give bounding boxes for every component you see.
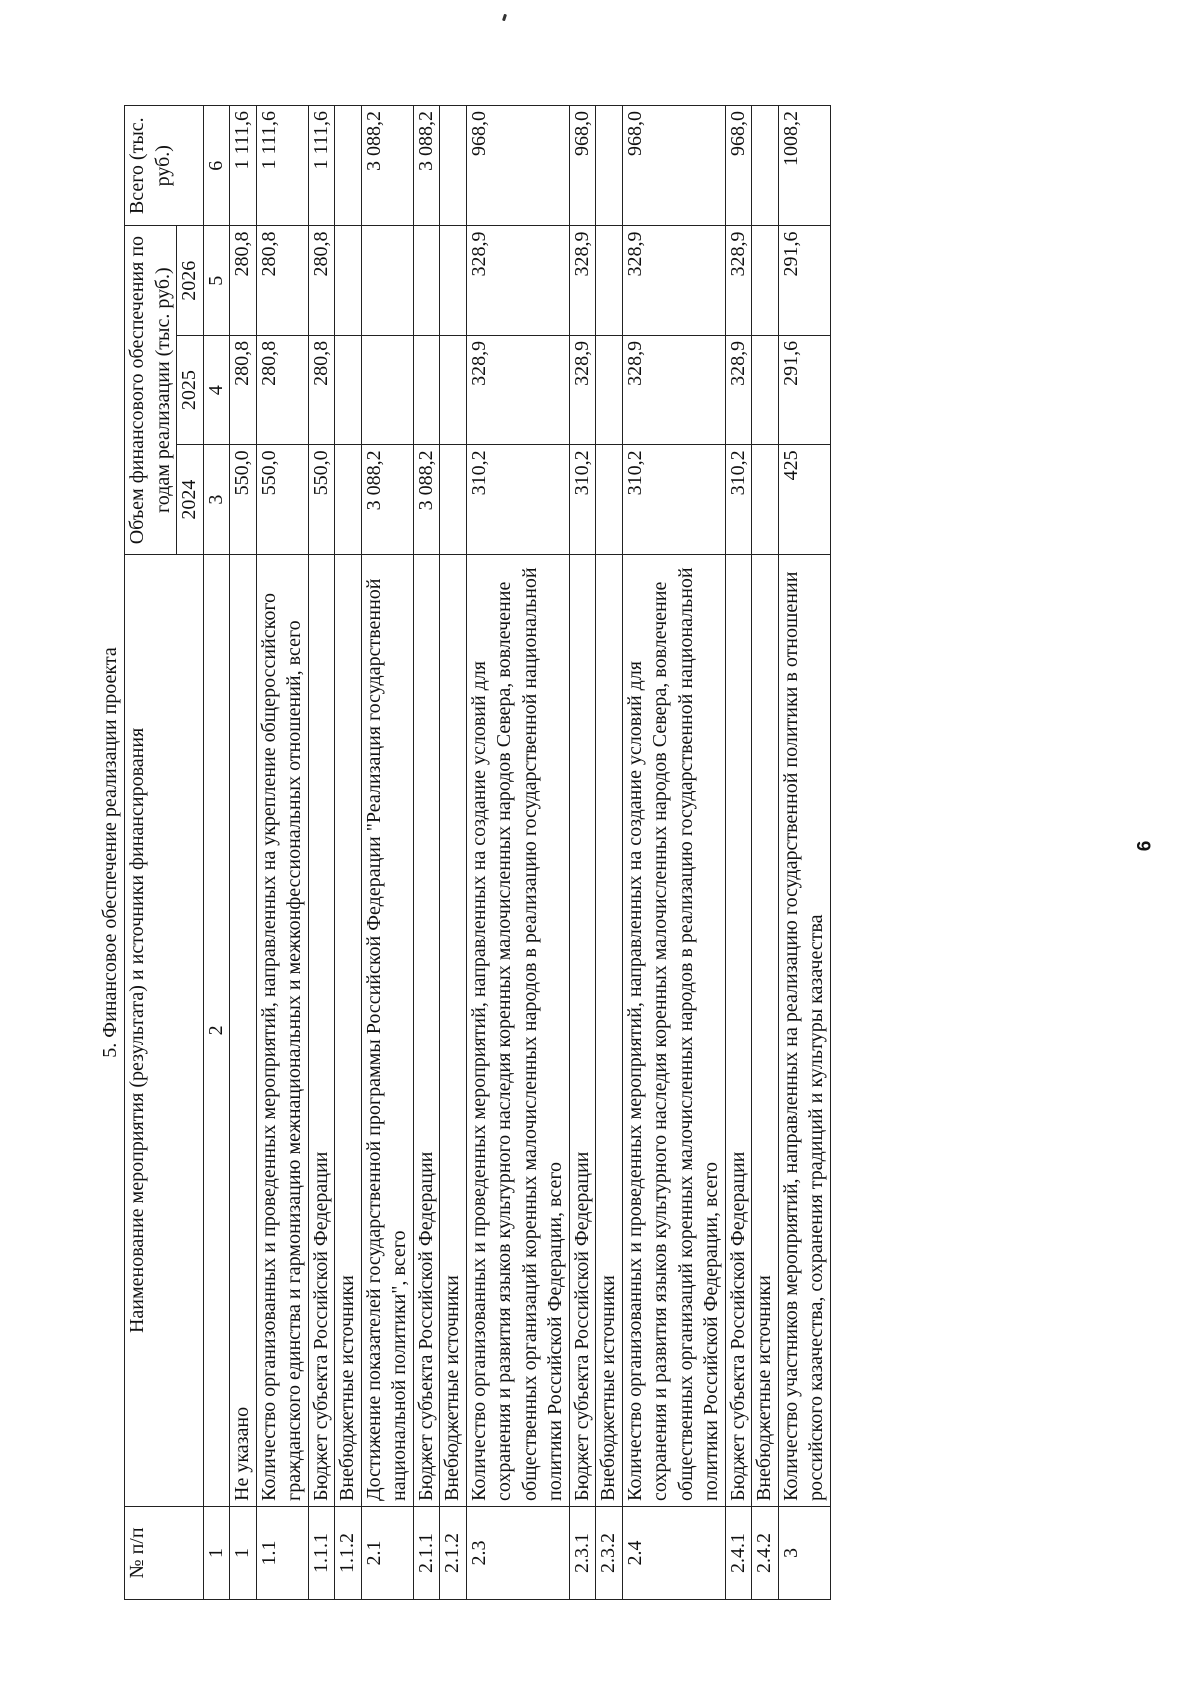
row-value-2024: 550,0: [230, 445, 257, 554]
table-row: [752, 106, 779, 1600]
row-value-2026: 328,9: [466, 226, 569, 335]
row-name: Внебюджетные источники: [752, 554, 779, 1506]
row-num: 2.1.2: [440, 1506, 467, 1599]
row-value-2026: [752, 226, 779, 335]
page-number: 6: [1134, 840, 1156, 852]
row-name: Количество организованных и проведенных мероприятий, направленных на создание условий для сохранения и развития языков культурного наследия коренных малочисленных народов Севера, вовлечение общественных организаций коренных малочисленных народов в реализацию государственной национальной политики Российской Федерации, всего: [466, 554, 569, 1506]
row-name: Бюджет субъекта Российской Федерации: [413, 554, 440, 1506]
row-num: 2.4.2: [752, 1506, 779, 1599]
row-value-2025: 328,9: [725, 335, 752, 444]
row-value-2024: 310,2: [569, 445, 596, 554]
row-total: 968,0: [622, 106, 725, 226]
row-name: Бюджет субъекта Российской Федерации: [725, 554, 752, 1506]
row-value-2024: 3 088,2: [361, 445, 413, 554]
row-value-2026: [440, 226, 467, 335]
row-value-2026: 280,8: [256, 226, 308, 335]
row-value-2026: [335, 226, 362, 335]
row-num: 1.1.2: [335, 1506, 362, 1599]
row-value-2026: 328,9: [622, 226, 725, 335]
rotated-page-content: [98, 105, 1053, 1600]
header-num: № п/п: [125, 1506, 204, 1599]
header-year-2026: 2026: [177, 226, 204, 335]
row-name: Количество участников мероприятий, направленных на реализацию государственной политики в отношении российского казачества, сохранения традиций и культуры казачества: [778, 554, 830, 1506]
row-value-2025: [596, 335, 623, 444]
table-row: [778, 106, 830, 1600]
row-total: 1 111,6: [230, 106, 257, 226]
row-name: Внебюджетные источники: [596, 554, 623, 1506]
row-value-2024: 310,2: [466, 445, 569, 554]
row-value-2025: 291,6: [778, 335, 830, 444]
row-num: 2.1: [361, 1506, 413, 1599]
row-name: Не указано: [230, 554, 257, 1506]
row-value-2025: 328,9: [569, 335, 596, 444]
row-num: 2.1.1: [413, 1506, 440, 1599]
row-value-2025: [361, 335, 413, 444]
header-volume: Объем финансового обеспечения по годам реализации (тыс. руб.): [125, 226, 177, 554]
table-body: [230, 106, 831, 1600]
row-value-2026: 280,8: [308, 226, 335, 335]
row-value-2026: 328,9: [569, 226, 596, 335]
table-row: [440, 106, 467, 1600]
index-col-6: 6: [203, 106, 230, 226]
row-num: 1.1: [256, 1506, 308, 1599]
row-value-2024: 3 088,2: [413, 445, 440, 554]
row-total: [752, 106, 779, 226]
row-name: Внебюджетные источники: [335, 554, 362, 1506]
index-col-5: 5: [203, 226, 230, 335]
row-total: 3 088,2: [413, 106, 440, 226]
table-row: [596, 106, 623, 1600]
row-value-2026: [413, 226, 440, 335]
row-name: Достижение показателей государственной программы Российской Федерации "Реализация государственной национальной политики", всего: [361, 554, 413, 1506]
row-value-2024: [335, 445, 362, 554]
table-row: [466, 106, 569, 1600]
row-total: 1 111,6: [308, 106, 335, 226]
row-name: Внебюджетные источники: [440, 554, 467, 1506]
index-col-1: 1: [203, 1506, 230, 1599]
section-caption: 5. Финансовое обеспечение реализации проекта: [99, 647, 121, 1058]
row-total: [335, 106, 362, 226]
row-value-2024: 550,0: [256, 445, 308, 554]
row-value-2024: 550,0: [308, 445, 335, 554]
row-value-2024: [596, 445, 623, 554]
table-row: [361, 106, 413, 1600]
row-total: [596, 106, 623, 226]
row-value-2024: [752, 445, 779, 554]
table-row: [622, 106, 725, 1600]
row-value-2024: 310,2: [622, 445, 725, 554]
row-num: 2.3.2: [596, 1506, 623, 1599]
row-value-2025: 280,8: [256, 335, 308, 444]
table-row: [569, 106, 596, 1600]
row-value-2025: 328,9: [466, 335, 569, 444]
row-num: 1: [230, 1506, 257, 1599]
row-value-2025: 280,8: [308, 335, 335, 444]
row-name: Бюджет субъекта Российской Федерации: [308, 554, 335, 1506]
index-col-3: 3: [203, 445, 230, 554]
row-num: 1.1.1: [308, 1506, 335, 1599]
header-total: Всего (тыс. руб.): [125, 106, 204, 226]
row-value-2025: [440, 335, 467, 444]
index-col-2: 2: [203, 554, 230, 1506]
row-value-2024: 425: [778, 445, 830, 554]
header-year-2024: 2024: [177, 445, 204, 554]
index-col-4: 4: [203, 335, 230, 444]
row-value-2024: 310,2: [725, 445, 752, 554]
row-value-2025: 328,9: [622, 335, 725, 444]
row-num: 2.4: [622, 1506, 725, 1599]
row-value-2026: 328,9: [725, 226, 752, 335]
row-num: 2.3.1: [569, 1506, 596, 1599]
row-name: Количество организованных и проведенных мероприятий, направленных на укрепление общероссийского гражданского единства и гармонизацию межнациональных и межконфессиональных отношений, всего: [256, 554, 308, 1506]
scan-speck: [502, 14, 507, 22]
row-value-2024: [440, 445, 467, 554]
row-total: 1 111,6: [256, 106, 308, 226]
table-row: [725, 106, 752, 1600]
row-num: 2.4.1: [725, 1506, 752, 1599]
financing-table: [124, 105, 831, 1600]
row-name: Бюджет субъекта Российской Федерации: [569, 554, 596, 1506]
row-value-2026: [361, 226, 413, 335]
row-total: 968,0: [725, 106, 752, 226]
row-total: 3 088,2: [361, 106, 413, 226]
table-row: [413, 106, 440, 1600]
row-value-2026: 291,6: [778, 226, 830, 335]
row-value-2026: 280,8: [230, 226, 257, 335]
row-total: 968,0: [569, 106, 596, 226]
row-value-2025: [752, 335, 779, 444]
table-row: [230, 106, 257, 1600]
table-row: [256, 106, 308, 1600]
table-row: [335, 106, 362, 1600]
row-total: 1008,2: [778, 106, 830, 226]
header-year-2025: 2025: [177, 335, 204, 444]
row-total: [440, 106, 467, 226]
row-value-2025: [335, 335, 362, 444]
row-num: 2.3: [466, 1506, 569, 1599]
row-value-2025: [413, 335, 440, 444]
row-num: 3: [778, 1506, 830, 1599]
row-value-2025: 280,8: [230, 335, 257, 444]
row-total: 968,0: [466, 106, 569, 226]
table-row: [308, 106, 335, 1600]
header-name: Наименование мероприятия (результата) и источники финансирования: [125, 554, 204, 1506]
row-name: Количество организованных и проведенных мероприятий, направленных на создание условий для сохранения и развития языков культурного наследия коренных малочисленных народов Севера, вовлечение общественных организаций коренных малочисленных народов в реализацию государственной национальной политики Российской Федерации, всего: [622, 554, 725, 1506]
row-value-2026: [596, 226, 623, 335]
